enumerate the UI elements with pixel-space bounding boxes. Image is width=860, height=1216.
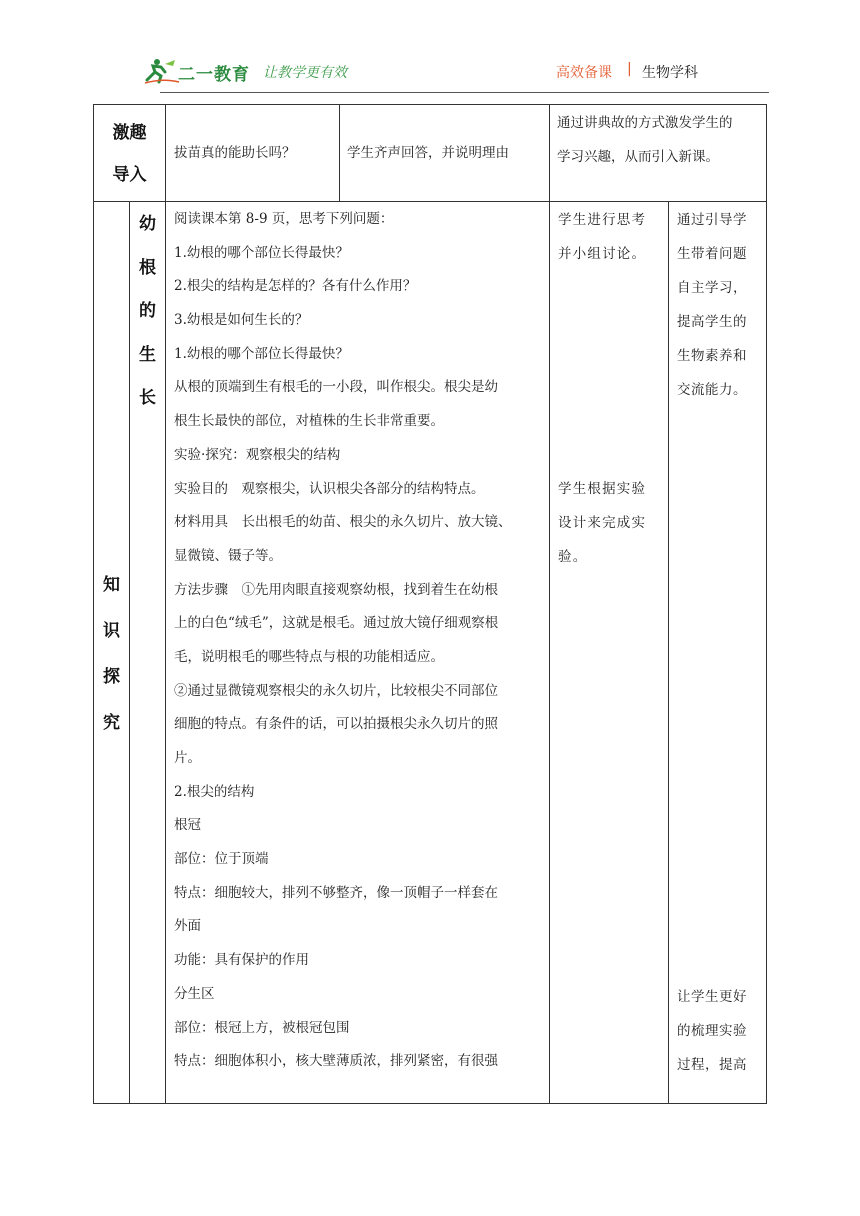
table-col-divider — [165, 201, 166, 1104]
design-intent-explore-1 — [677, 203, 747, 407]
table-col-divider — [549, 104, 550, 1104]
logo-text: 二一教育 — [178, 65, 250, 85]
topic-char: 的 — [139, 301, 156, 321]
intent-line: 生物素养和 — [677, 348, 747, 364]
content-line: 特点：细胞体积小，核大壁薄质浓，排列紧密，有很强 — [174, 1053, 498, 1070]
content-line: 显微镜、镊子等。 — [174, 547, 282, 564]
stage-char: 识 — [103, 621, 120, 641]
stage-char: 知 — [103, 575, 120, 595]
content-line: 2.根尖的结构 — [174, 783, 255, 800]
content-line: 片。 — [174, 750, 201, 766]
topic-char: 长 — [139, 388, 156, 408]
stage-label-explore — [94, 562, 129, 746]
content-line: 毛，说明根毛的哪些特点与根的功能相适应。 — [174, 648, 444, 665]
content-line: 外面 — [174, 918, 201, 935]
teacher-activity-intro: 拔苗真的能助长吗？ — [174, 145, 296, 161]
content-line: 根冠 — [174, 817, 201, 834]
content-line: 特点：细胞较大，排列不够整齐，像一顶帽子一样套在 — [174, 884, 498, 901]
header-subject-primary: 高效备课 — [556, 65, 612, 81]
content-line: 部位：位于顶端 — [174, 851, 269, 868]
topic-char: 幼 — [139, 214, 156, 234]
student-activity-explore-2 — [558, 472, 646, 574]
intent-line: 过程，提高 — [677, 1057, 747, 1073]
content-line: 阅读课本第 8-9 页，思考下列问题： — [174, 211, 394, 227]
stage-label-line: 导入 — [112, 165, 147, 185]
table-col-divider — [668, 201, 669, 1104]
content-line: 根生长最快的部位，对植株的生长非常重要。 — [174, 413, 444, 430]
topic-char: 根 — [139, 257, 156, 278]
intent-line: 学习兴趣，从而引入新课。 — [557, 149, 719, 165]
content-line: 上的白色“绒毛”，这就是根毛。通过放大镜仔细观察根 — [174, 615, 499, 632]
content-line: 材料用具 长出根毛的幼苗、根尖的永久切片、放大镜、 — [174, 514, 512, 531]
student-activity-explore-1 — [558, 203, 646, 271]
header-slogan: 让教学更有效 — [263, 65, 347, 81]
content-line: 方法步骤 ①先用肉眼直接观察幼根，找到着生在幼根 — [174, 581, 498, 598]
stage-label-intro — [94, 112, 165, 196]
student-line: 学生根据实验 — [558, 481, 647, 497]
intent-line: 自主学习， — [677, 280, 747, 296]
table-border-right — [766, 104, 767, 1104]
intent-line: 的梳理实验 — [677, 1023, 747, 1039]
content-line: 2.根尖的结构是怎样的？各有什么作用？ — [174, 278, 417, 295]
table-col-divider — [339, 104, 340, 202]
intent-line: 让学生更好 — [677, 989, 747, 1005]
table-row-divider — [93, 201, 767, 202]
design-intent-explore-2 — [677, 980, 747, 1082]
student-line: 设计来完成实 — [558, 515, 647, 531]
content-line: ②通过显微镜观察根尖的永久切片，比较根尖不同部位 — [174, 682, 498, 699]
table-col-divider — [165, 104, 166, 202]
design-intent-intro — [557, 106, 733, 174]
stage-label-line: 激趣 — [112, 123, 147, 143]
content-line: 1.幼根的哪个部位长得最快？ — [174, 345, 349, 362]
content-line: 细胞的特点。有条件的话，可以拍摄根尖永久切片的照 — [174, 716, 498, 733]
content-line: 功能：具有保护的作用 — [174, 952, 309, 969]
page-header — [0, 0, 860, 100]
header-subject-secondary: 生物学科 — [642, 65, 698, 81]
teacher-activity-explore — [174, 203, 546, 1079]
table-border-top — [93, 104, 767, 105]
student-line: 学生进行思考 — [558, 212, 647, 228]
topic-char: 生 — [139, 344, 156, 365]
table-border-bottom — [93, 1103, 767, 1104]
intent-line: 生带着问题 — [677, 246, 747, 262]
intent-line: 交流能力。 — [677, 382, 747, 398]
intent-line: 提高学生的 — [677, 314, 747, 330]
student-activity-intro: 学生齐声回答，并说明理由 — [347, 145, 509, 161]
content-line: 部位：根冠上方，被根冠包围 — [174, 1019, 350, 1036]
stage-char: 究 — [103, 713, 120, 733]
header-separator: | — [627, 61, 632, 77]
intent-line: 通过讲典故的方式激发学生的 — [557, 115, 733, 131]
student-line: 验。 — [558, 549, 588, 565]
content-line: 实验目的 观察根尖，认识根尖各部分的结构特点。 — [174, 480, 485, 497]
content-line: 1.幼根的哪个部位长得最快？ — [174, 244, 349, 261]
content-line: 分生区 — [174, 985, 215, 1002]
content-line: 3.幼根是如何生长的？ — [174, 312, 309, 329]
content-line: 实验·探究：观察根尖的结构 — [174, 446, 341, 463]
content-line: 从根的顶端到生有根毛的一小段，叫作根尖。根尖是幼 — [174, 379, 498, 396]
student-line: 并小组讨论。 — [558, 246, 647, 262]
topic-label-root-growth — [130, 203, 165, 421]
header-rule — [160, 92, 769, 93]
stage-char: 探 — [103, 667, 120, 687]
intent-line: 通过引导学 — [677, 212, 747, 228]
